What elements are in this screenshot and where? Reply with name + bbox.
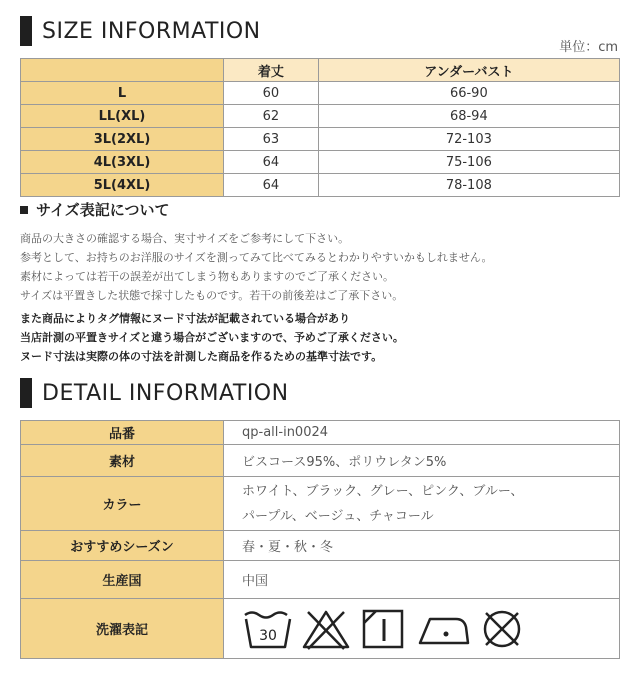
bullet-square [20, 206, 28, 214]
length-cell: 63 [224, 128, 319, 151]
note-bold-line: 当店計測の平置きサイズと違う場合がございますので、予めご了承ください。 [20, 331, 404, 344]
detail-table [20, 420, 620, 659]
table-row [21, 561, 620, 599]
origin-label: 生産国 [21, 561, 224, 599]
length-cell: 62 [224, 105, 319, 128]
table-row [21, 599, 620, 659]
size-section-title: SIZE INFORMATION [42, 18, 261, 44]
size-table [20, 58, 620, 197]
table-row [21, 421, 620, 445]
care-icons [224, 599, 620, 659]
wash-temp-label: 30 [259, 627, 277, 644]
detail-section-title: DETAIL INFORMATION [42, 380, 289, 406]
size-label: 5L(4XL) [21, 174, 224, 197]
note-bold-line: また商品によりタグ情報にヌード寸法が記載されている場合があり [20, 312, 350, 325]
item-number-label: 品番 [21, 421, 224, 445]
header-blank [21, 59, 224, 82]
table-row [21, 82, 620, 105]
header-underbust: アンダーバスト [318, 59, 619, 82]
no-bleach-icon [300, 607, 352, 651]
header-bar [20, 16, 32, 46]
size-label: L [21, 82, 224, 105]
material-label: 素材 [21, 445, 224, 477]
line-dry-shade-icon [358, 607, 410, 651]
size-section-header [20, 16, 261, 46]
low-iron-icon [416, 607, 472, 651]
underbust-cell: 75-106 [318, 151, 619, 174]
table-row [21, 174, 620, 197]
color-value-line: パープル、ベージュ、チャコール [242, 508, 434, 524]
season-value: 春・夏・秋・冬 [224, 531, 620, 561]
length-cell: 60 [224, 82, 319, 105]
note-line: 商品の大きさの確認する場合、実寸サイズをご参考にして下さい。 [20, 232, 350, 245]
note-bold-line: ヌード寸法は実際の体の寸法を計測した商品を作るための基準寸法です。 [20, 350, 383, 363]
size-label: 4L(3XL) [21, 151, 224, 174]
table-row [21, 151, 620, 174]
care-label: 洗濯表記 [21, 599, 224, 659]
underbust-cell: 68-94 [318, 105, 619, 128]
size-notes [20, 229, 493, 305]
header-length: 着丈 [224, 59, 319, 82]
color-label: カラー [21, 477, 224, 531]
detail-section-header [20, 378, 289, 408]
header-bar [20, 378, 32, 408]
length-cell: 64 [224, 151, 319, 174]
note-line: サイズは平置きした状態で採寸したものです。若干の前後差はご了承下さい。 [20, 289, 404, 302]
season-label: おすすめシーズン [21, 531, 224, 561]
size-label: 3L(2XL) [21, 128, 224, 151]
underbust-cell: 72-103 [318, 128, 619, 151]
size-notes-bold [20, 309, 404, 366]
origin-value: 中国 [224, 561, 620, 599]
wash-30-icon [242, 607, 294, 651]
size-table-header-row [21, 59, 620, 82]
color-value [224, 477, 620, 531]
item-number-value: qp-all-in0024 [224, 421, 620, 445]
size-notes-header [20, 199, 170, 220]
table-row [21, 531, 620, 561]
note-line: 参考として、お持ちのお洋服のサイズを測ってみて比べてみるとわかりやすいかもしれません。 [20, 251, 493, 264]
size-notes-title: サイズ表記について [36, 201, 170, 219]
length-cell: 64 [224, 174, 319, 197]
table-row [21, 477, 620, 531]
underbust-cell: 66-90 [318, 82, 619, 105]
table-row [21, 128, 620, 151]
note-line: 素材によっては若干の誤差が出てしまう物もありますのでご了承ください。 [20, 270, 394, 283]
table-row [21, 105, 620, 128]
material-value: ビスコース95%、ポリウレタン5% [224, 445, 620, 477]
color-value-line: ホワイト、ブラック、グレー、ピンク、ブルー、 [242, 483, 524, 499]
table-row [21, 445, 620, 477]
underbust-cell: 78-108 [318, 174, 619, 197]
size-label: LL(XL) [21, 105, 224, 128]
unit-label: 単位：cm [559, 40, 618, 55]
no-dryclean-icon [478, 607, 526, 651]
